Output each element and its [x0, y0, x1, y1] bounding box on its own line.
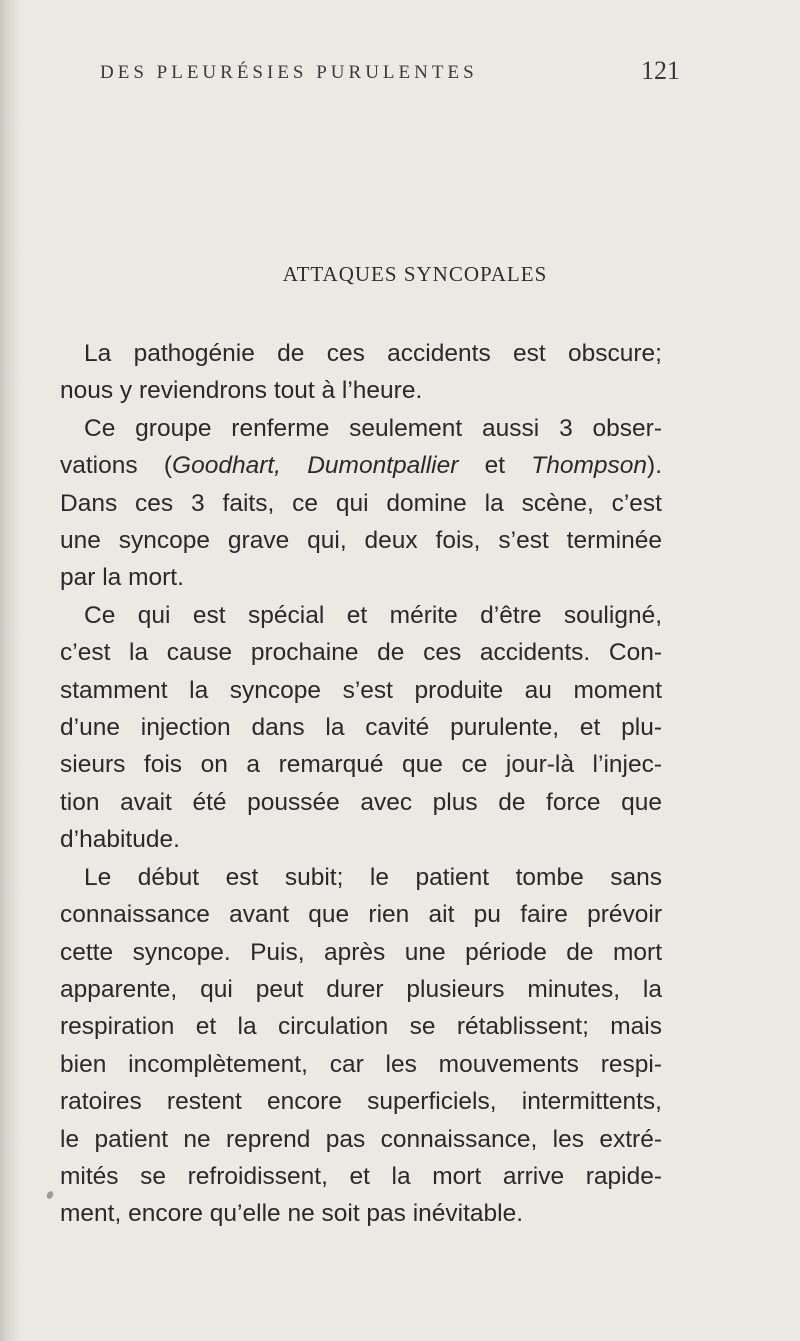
text-line: d’habitude. — [60, 826, 180, 854]
page-number: 121 — [641, 56, 680, 85]
text-line: cette syncope. Puis, après une période de mort — [60, 938, 662, 966]
text-line: mités se refroidissent, et la mort arrive rapide- — [60, 1162, 662, 1190]
author-name: Thompson — [531, 452, 648, 480]
text-line: ratoires restent encore superficiels, intermittents, — [60, 1088, 662, 1116]
text-fragment: ). — [647, 452, 663, 480]
text-line: nous y reviendrons tout à l’heure. — [60, 377, 423, 405]
text-fragment: vations ( — [60, 452, 173, 480]
body-text — [60, 335, 662, 1233]
text-line: stamment la syncope s’est produite au moment — [60, 676, 662, 704]
text-line: Le début est subit; le patient tombe sans — [84, 863, 662, 891]
text-line: apparente, qui peut durer plusieurs minutes, la — [60, 975, 662, 1003]
text-line: d’une injection dans la cavité purulente, et plu- — [60, 714, 662, 742]
text-line — [60, 447, 662, 484]
text-line: bien incomplètement, car les mouvements respi- — [60, 1050, 662, 1078]
text-line: La pathogénie de ces accidents est obscure; — [84, 340, 662, 367]
running-title: DES PLEURÉSIES PURULENTES — [100, 62, 478, 83]
text-fragment: et — [458, 452, 532, 480]
section-title: ATTAQUES SYNCOPALES — [282, 262, 548, 286]
text-line: par la mort. — [60, 564, 184, 592]
paper-spot — [45, 1190, 54, 1200]
text-line: respiration et la circulation se rétablissent; mais — [60, 1013, 662, 1041]
text-line: le patient ne reprend pas connaissance, les extré- — [60, 1125, 662, 1153]
text-line: c’est la cause prochaine de ces accidents. Con- — [60, 639, 662, 667]
text-line: sieurs fois on a remarqué que ce jour-là l’injec- — [60, 751, 662, 779]
text-line: tion avait été poussée avec plus de force que — [60, 788, 662, 816]
text-line: connaissance avant que rien ait pu faire prévoir — [60, 901, 662, 929]
text-line: Ce qui est spécial et mérite d’être souligné, — [84, 601, 662, 629]
text-line: Ce groupe renferme seulement aussi 3 obser- — [84, 414, 662, 442]
text-line: Dans ces 3 faits, ce qui domine la scène, c’est — [60, 489, 662, 517]
text-line: une syncope grave qui, deux fois, s’est terminée — [60, 527, 662, 555]
text-line: ment, encore qu’elle ne soit pas inévitable. — [60, 1200, 524, 1228]
author-names: Goodhart, Dumontpallier — [172, 452, 459, 480]
